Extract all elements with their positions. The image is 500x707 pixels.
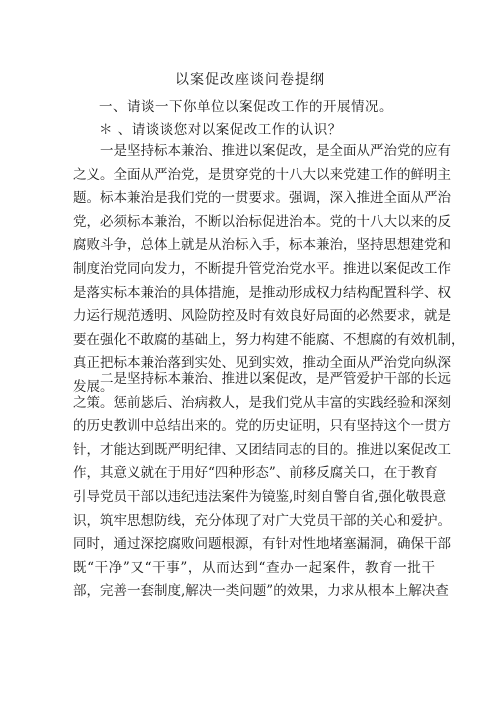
- paragraph-line: 要在强化不敢腐的基础上，努力构建不能腐、不想腐的有效机制，: [73, 331, 465, 348]
- paragraph-line: 题。标本兼治是我们党的一贯要求。强调，深入推进全面从严治: [73, 190, 451, 207]
- paragraph-line: 识，筑牢思想防线，充分体现了对广大党员干部的关心和爱护。: [73, 512, 451, 529]
- paragraph-line: 是落实标本兼治的具体措施，是推动形成权力结构配置科学、权: [73, 284, 451, 301]
- paragraph-line: 力运行规范透明、风险防控及时有效良好局面的必然要求，就是: [73, 308, 451, 325]
- question-1: 一、请谈一下你单位以案促改工作的开展情况。: [99, 99, 393, 115]
- paragraph-line: 党，必须标本兼治，不断以治标促进治本。党的十八大以来的反: [73, 213, 451, 230]
- question-2: ＊ 、请谈谈您对以案促改工作的认识？: [99, 122, 342, 138]
- paragraph-line: 之义。全面从严治党，是贯穿党的十八大以来党建工作的鲜明主: [73, 166, 451, 183]
- document-title: 以案促改座谈问卷提纲: [175, 72, 325, 88]
- paragraph-line: 发展。: [73, 378, 114, 395]
- paragraph-line: 作，其意义就在于用好“四种形态”、前移反腐关口，在于教育: [73, 465, 438, 482]
- paragraph-line: 的历史教训中总结出来的。党的历史证明，只有坚持这个一贯方: [73, 418, 451, 435]
- paragraph-line: 既“干净”又“干事”，从而达到“查办一起案件，教育一批干: [73, 559, 435, 576]
- paragraph-1: [73, 140, 465, 400]
- paragraph-line: 之策。惩前毖后、治病救人，是我们党从丰富的实践经验和深刻: [73, 394, 451, 411]
- paragraph-line: 同时，通过深挖腐败问题根源，有针对性地堵塞漏洞，确保干部: [73, 536, 451, 553]
- paragraph-line: 真正把标本兼治落到实处、见到实效，推动全面从严治党向纵深: [73, 355, 451, 372]
- paragraph-line: 部，完善一套制度,解决一类问题”的效果，力求从根本上解决查: [73, 583, 449, 600]
- paragraph-line: 一是坚持标本兼治、推进以案促改，是全面从严治党的应有: [100, 143, 451, 159]
- paragraph-line: 腐败斗争，总体上就是从治标入手，标本兼治，坚持思想建党和: [73, 237, 451, 254]
- paragraph-line: 制度治党同向发力，不断提升管党治党水平。推进以案促改工作: [73, 260, 451, 277]
- paragraph-line: 引导党员干部以违纪违法案件为镜鉴,时刻自警自省,强化敬畏意: [73, 488, 447, 505]
- paragraph-line: 二是坚持标本兼治、推进以案促改，是严管爱护干部的长远: [100, 371, 451, 387]
- paragraph-line: 针，才能达到既严明纪律、又团结同志的目的。推进以案促改工: [73, 441, 451, 458]
- paragraph-2: [73, 368, 451, 604]
